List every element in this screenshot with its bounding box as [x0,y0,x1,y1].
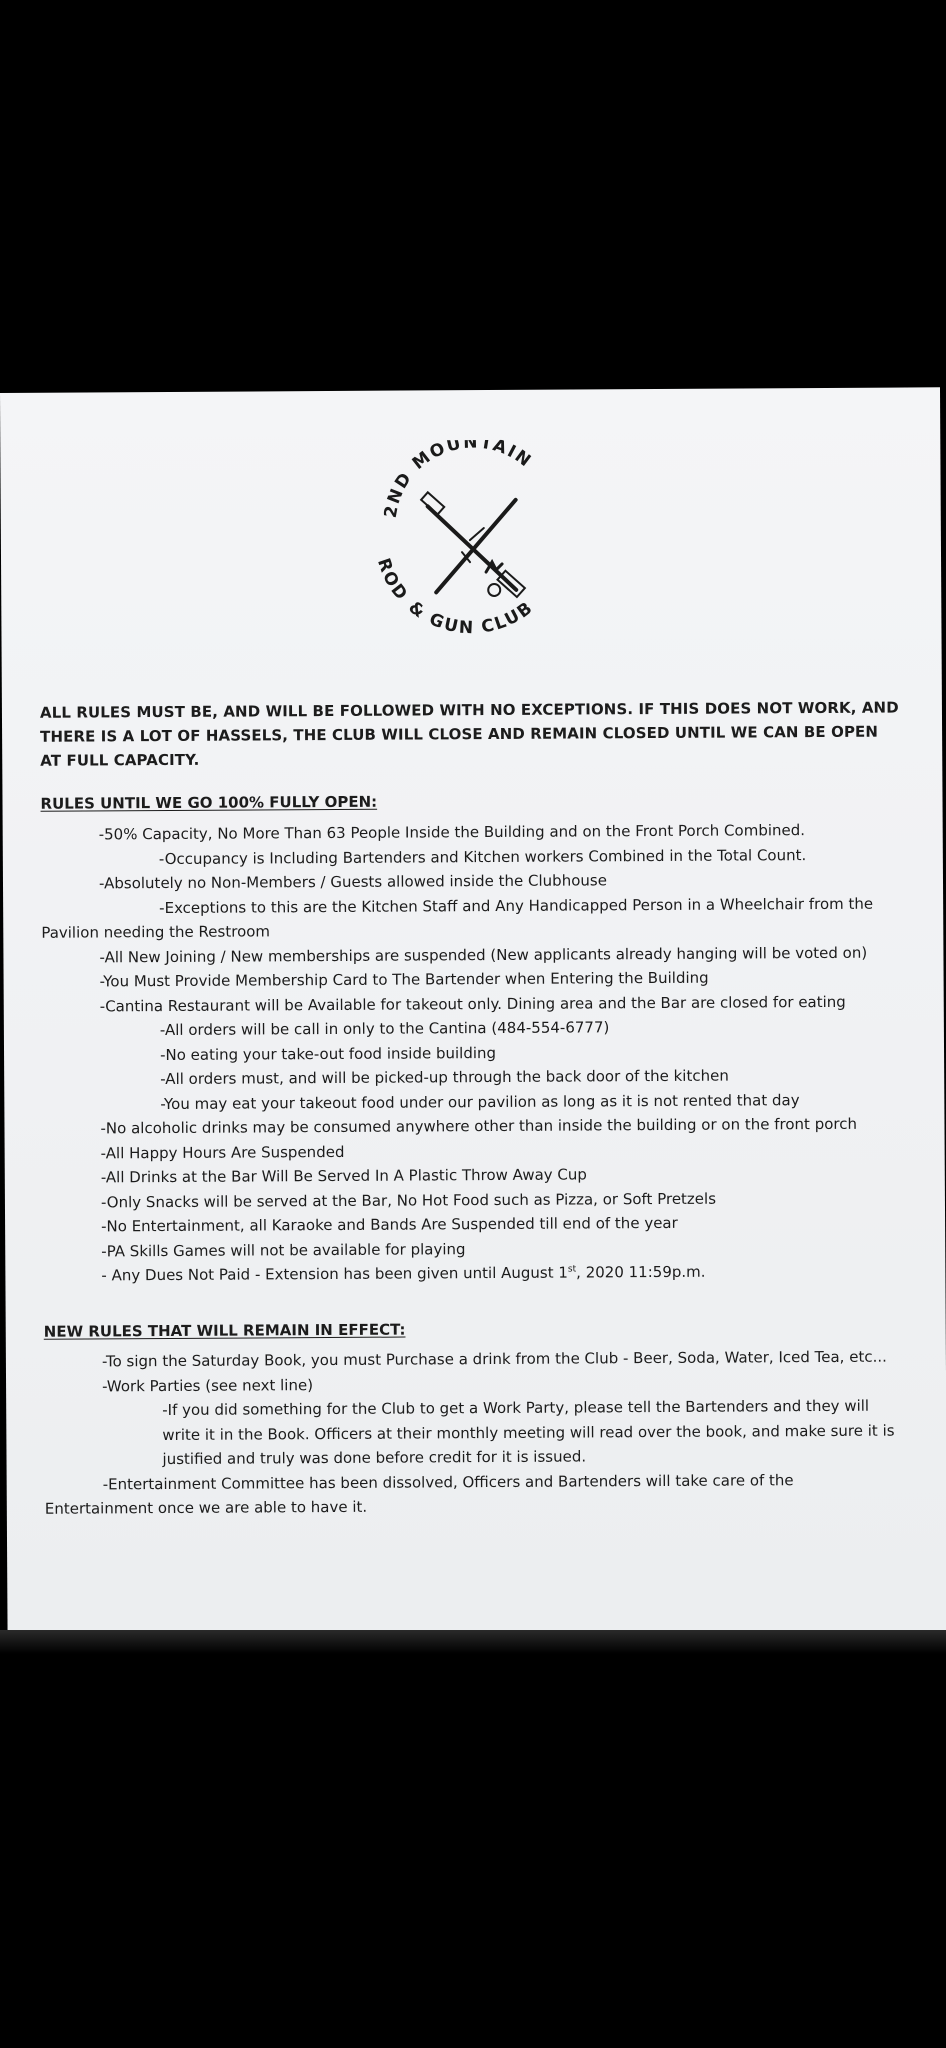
list-item: -Only Snacks will be served at the Bar, No Hot Food such as Pizza, or Soft Pretzels [100,1189,717,1211]
svg-text:2ND MOUNTAIN [380,439,536,519]
club-logo [365,439,576,640]
list-item: -Occupancy is Including Bartenders and Kitchen workers Combined in the Total Count. [158,845,807,868]
dues-ordinal: st [567,1264,577,1275]
logo-left-text: ROD [372,555,413,606]
list-item: -Work Parties (see next line) [102,1375,314,1395]
list-item: -50% Capacity, No More Than 63 People Inside the Building and on the Front Porch Combined. [98,821,806,844]
dues-deadline: , 2020 11:59p.m. [576,1262,706,1282]
dues-item [43,1258,903,1288]
list-item: -You Must Provide Membership Card to The Bartender when Entering the Building [99,968,709,991]
rules-list-until-open [41,818,904,1289]
intro-statement: ALL RULES MUST BE, AND WILL BE FOLLOWED WITH NO EXCEPTIONS. IF THIS DOES NOT WORK, AND THERE IS A LOT OF HASSELS, THE CLUB WILL CLOSE AND REMAIN CLOSED UNTIL WE CAN BE OPEN AT FULL CAPACITY. [39,698,899,770]
list-item: -All orders must, and will be picked-up through the back door of the kitchen [160,1066,729,1089]
list-item: -Cantina Restaurant will be Available for takeout only. Dining area and the Bar are closed for eating [99,992,846,1015]
list-item: -Absolutely no Non-Members / Guests allowed inside the Clubhouse [98,871,607,893]
list-item: -All orders will be call in only to the Cantina (484-554-6777) [159,1018,610,1040]
crossed-rifles-icon [421,492,525,598]
club-logo-icon [365,439,576,640]
list-item: -No Entertainment, all Karaoke and Bands Are Suspended till end of the year [101,1213,678,1236]
list-item: -All Happy Hours Are Suspended [100,1142,345,1162]
paper-edge [0,1630,946,1654]
logo-club-text: & GUN CLUB [404,597,538,639]
rules-list-remain [44,1344,905,1521]
dues-text: - Any Dues Not Paid - Extension has been given until August 1 [101,1263,568,1285]
list-item: -To sign the Saturday Book, you must Purchase a drink from the Club - Beer, Soda, Water, Iced Tea, etc... [101,1347,887,1371]
list-item: -No alcoholic drinks may be consumed anywhere other than inside the building or on the front porch [100,1114,858,1138]
list-item: -No eating your take-out food inside building [159,1043,497,1064]
document-page [0,387,946,1637]
section-title-remain-in-effect: NEW RULES THAT WILL REMAIN IN EFFECT: [43,1320,406,1341]
list-item: -You may eat your takeout food under our pavilion as long as it is not rented that day [160,1090,800,1113]
list-item: -If you did something for the Club to get a Work Party, please tell the Bartenders and they will write it in the Book. Officers at their monthly meeting will read over the book, and make sure it is justified and truly was done before credit for it is issued. [162,1396,895,1469]
list-item: -PA Skills Games will not be available for playing [101,1239,466,1260]
list-item: -Exceptions to this are the Kitchen Staff and Any Handicapped Person in a Wheelchair from the Pavilion needing the Restroom [41,894,874,942]
list-item: -All Drinks at the Bar Will Be Served In A Plastic Throw Away Cup [100,1165,587,1187]
list-item: -All New Joining / New memberships are suspended (New applicants already hanging will be voted on) [99,943,868,966]
list-item: -Entertainment Committee has been dissolved, Officers and Bartenders will take care of the Entertainment once we are able to have it. [44,1470,794,1518]
section-title-until-open: RULES UNTIL WE GO 100% FULLY OPEN: [40,792,378,813]
logo-top-text: 2ND MOUNTAIN [380,439,536,520]
